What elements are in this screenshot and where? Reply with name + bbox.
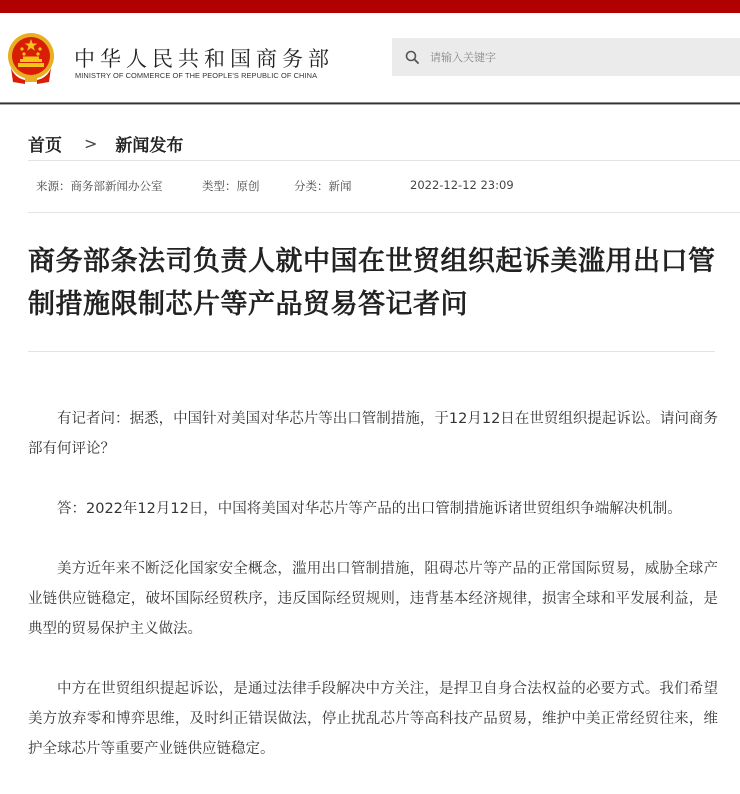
- site-header: [0, 13, 740, 101]
- breadcrumb-home[interactable]: 首页: [28, 136, 62, 156]
- top-brand-bar: [0, 0, 740, 13]
- meta-datetime: 2022-12-12 23:09: [410, 178, 514, 192]
- meta-category: 分类：新闻: [294, 179, 352, 193]
- search-box[interactable]: [392, 38, 740, 76]
- meta-source: 来源：商务部新闻办公室: [36, 179, 163, 193]
- search-input[interactable]: [430, 38, 730, 76]
- article-paragraph: 美方近年来不断泛化国家安全概念，滥用出口管制措施，阻碍芯片等产品的正常国际贸易，威胁全球产业链供应链稳定，破坏国际经贸秩序，违反国际经贸规则，违背基本经济规律，损害全球和平发展利益，是典型的贸易保护主义做法。: [28, 561, 718, 637]
- article-body: [28, 404, 718, 794]
- site-name-en: MINISTRY OF COMMERCE OF THE PEOPLE'S REPUBLIC OF CHINA: [75, 71, 318, 80]
- meta-type: 类型：原创: [202, 179, 260, 193]
- breadcrumb: [28, 131, 183, 156]
- breadcrumb-divider: [28, 160, 740, 161]
- article-meta: [36, 178, 514, 194]
- header-divider: [0, 102, 740, 105]
- search-icon[interactable]: [405, 50, 419, 64]
- article-title: 商务部条法司负责人就中国在世贸组织起诉美滥用出口管制措施限制芯片等产品贸易答记者问: [28, 246, 716, 320]
- national-emblem-icon: [7, 32, 55, 84]
- article-paragraph: 答：2022年12月12日，中国将美国对华芯片等产品的出口管制措施诉诸世贸组织争端解决机制。: [57, 501, 682, 517]
- breadcrumb-news[interactable]: 新闻发布: [115, 136, 184, 156]
- site-name-cn: 中华人民共和国商务部: [74, 47, 334, 71]
- article-paragraph: 有记者问：据悉，中国针对美国对华芯片等出口管制措施，于12月12日在世贸组织提起诉讼。请问商务部有何评论？: [28, 411, 718, 457]
- meta-divider: [28, 212, 740, 213]
- title-divider: [28, 351, 715, 352]
- article-paragraph: 中方在世贸组织提起诉讼，是通过法律手段解决中方关注，是捍卫自身合法权益的必要方式。我们希望美方放弃零和博弈思维，及时纠正错误做法，停止扰乱芯片等高科技产品贸易，维护中美正常经贸往来，维护全球芯片等重要产业链供应链稳定。: [28, 681, 718, 757]
- chevron-right-icon: >: [84, 134, 98, 153]
